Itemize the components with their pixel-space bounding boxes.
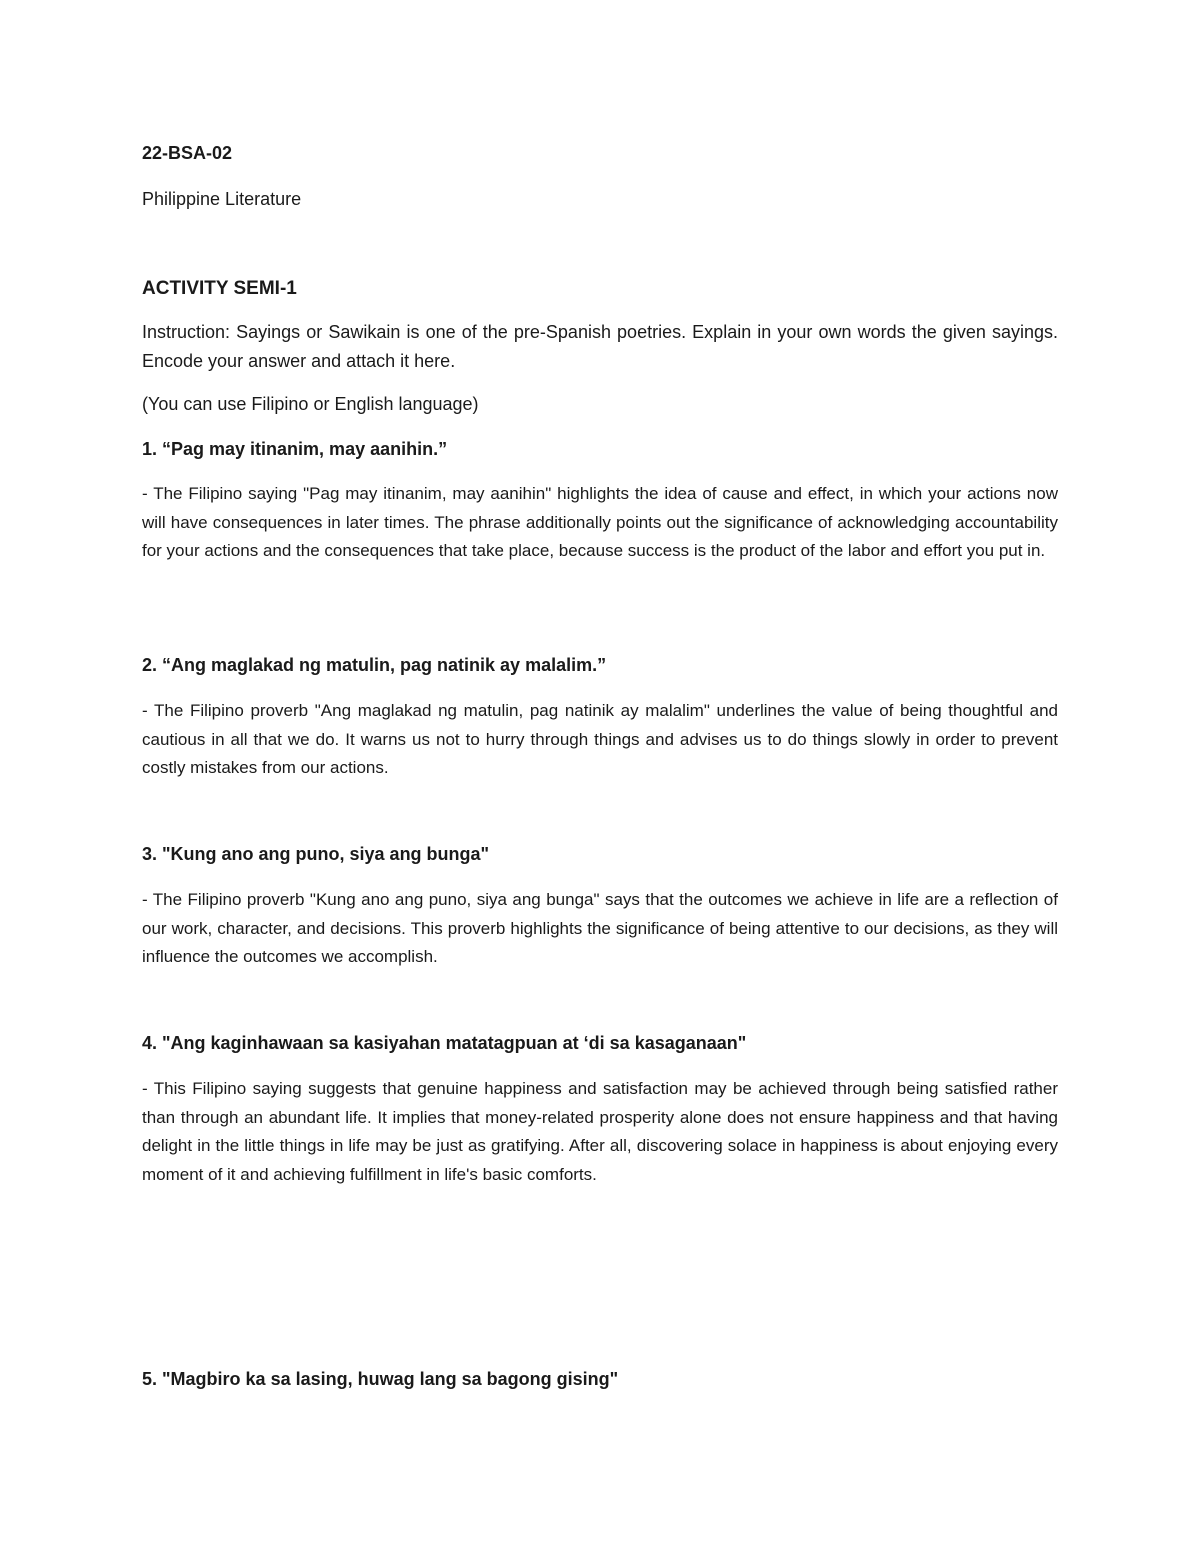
saying-answer-3: - The Filipino proverb "Kung ano ang puno, siya ang bunga" says that the outcomes we achieve in life are a reflection of our work, character, and decisions. This proverb highlights the significance of being attentive to our decisions, as they will influence the outcomes we accomplish. <box>142 890 1058 966</box>
language-note: (You can use Filipino or English language) <box>142 394 479 414</box>
saying-answer-4: - This Filipino saying suggests that genuine happiness and satisfaction may be achieved through being satisfied rather than through an abundant life. It implies that money-related prosperity alone does not ensure happiness and that having delight in the little things in life may be just as gratifying. After all, discovering solace in happiness is about enjoying every moment of it and achieving fulfillment in life's basic comforts. <box>142 1079 1058 1184</box>
saying-heading-5: 5. "Magbiro ka sa lasing, huwag lang sa bagong gising" <box>142 1369 619 1389</box>
saying-heading-1: 1. “Pag may itinanim, may aanihin.” <box>142 439 448 459</box>
saying-heading-4: 4. "Ang kaginhawaan sa kasiyahan matatagpuan at ‘di sa kasaganaan" <box>142 1033 747 1053</box>
saying-answer-2: - The Filipino proverb "Ang maglakad ng matulin, pag natinik ay malalim" underlines the value of being thoughtful and cautious in all that we do. It warns us not to hurry through things and advises us to do things slowly in order to prevent costly mistakes from our actions. <box>142 701 1058 777</box>
activity-title: ACTIVITY SEMI-1 <box>142 278 297 299</box>
section-code: 22-BSA-02 <box>142 143 233 163</box>
saying-answer-1: - The Filipino saying "Pag may itinanim, may aanihin" highlights the idea of cause and effect, in which your actions now will have consequences in later times. The phrase additionally points out the significance of acknowledging accountability for your actions and the consequences that take place, because success is the product of the labor and effort you put in. <box>142 484 1058 560</box>
saying-heading-2: 2. “Ang maglakad ng matulin, pag natinik ay malalim.” <box>142 655 607 675</box>
subject-title: Philippine Literature <box>142 189 302 209</box>
saying-heading-3: 3. "Kung ano ang puno, siya ang bunga" <box>142 844 490 864</box>
instruction-paragraph: Instruction: Sayings or Sawikain is one of the pre-Spanish poetries. Explain in your own words the given sayings. Encode your answer and attach it here. <box>142 322 1058 371</box>
